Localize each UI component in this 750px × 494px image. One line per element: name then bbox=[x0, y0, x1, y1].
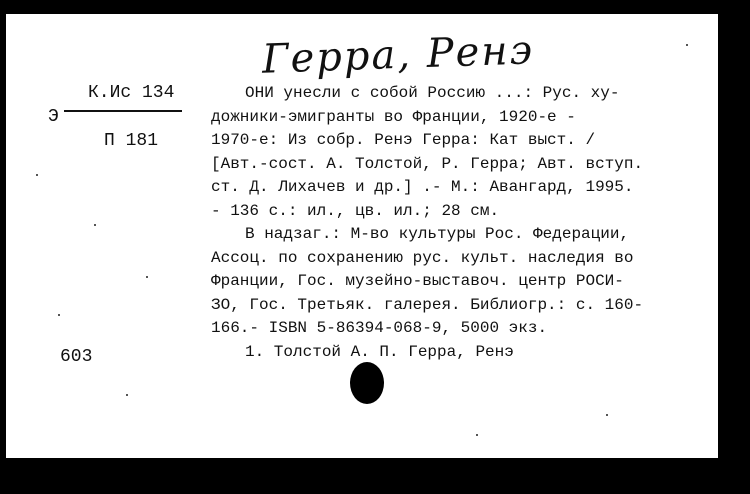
record-line: ОНИ унесли с собой Россию ...: Рус. ху- bbox=[245, 84, 620, 102]
scan-speck bbox=[94, 224, 96, 226]
scan-speck bbox=[146, 276, 148, 278]
record-line: В надзаг.: М-во культуры Рос. Федерации, bbox=[245, 225, 630, 243]
call-number-prefix: Э bbox=[48, 107, 59, 127]
call-number-class: К.Ис 134 bbox=[88, 83, 175, 103]
scan-speck bbox=[36, 174, 38, 176]
handwritten-heading: Герра, Ренэ bbox=[261, 27, 535, 83]
record-line: ст. Д. Лихачев и др.] .- М.: Авангард, 1995. bbox=[211, 178, 634, 196]
bibliographic-record bbox=[211, 82, 701, 364]
scan-speck bbox=[606, 414, 608, 416]
scan-speck bbox=[476, 434, 478, 436]
record-line: дожники-эмигранты во Франции, 1920-е - bbox=[211, 107, 576, 126]
record-line: ЗО, Гос. Третьяк. галерея. Библиогр.: с. 160- bbox=[211, 295, 644, 314]
record-line: 1. Толстой А. П. Герра, Ренэ bbox=[245, 342, 514, 361]
record-line: 1970-е: Из собр. Ренэ Герра: Кат выст. / bbox=[211, 131, 596, 149]
inventory-number: 603 bbox=[60, 347, 93, 367]
call-number-divider bbox=[64, 110, 182, 112]
record-line: - 136 с.: ил., цв. ил.; 28 см. bbox=[211, 201, 500, 220]
scan-speck bbox=[58, 314, 60, 316]
record-line: 166.- ISBN 5-86394-068-9, 5000 экз. bbox=[211, 319, 548, 337]
binding-hole bbox=[350, 362, 384, 404]
record-line: Франции, Гос. музейно-выставоч. центр РОСИ- bbox=[211, 272, 624, 290]
catalog-card bbox=[6, 14, 718, 458]
scan-speck bbox=[686, 44, 688, 46]
scan-speck bbox=[126, 394, 128, 396]
record-line: [Авт.-сост. А. Толстой, Р. Герра; Авт. вступ. bbox=[211, 154, 644, 173]
record-line: Ассоц. по сохранению рус. культ. наследия во bbox=[211, 248, 634, 267]
call-number-author-mark: П 181 bbox=[104, 131, 159, 151]
